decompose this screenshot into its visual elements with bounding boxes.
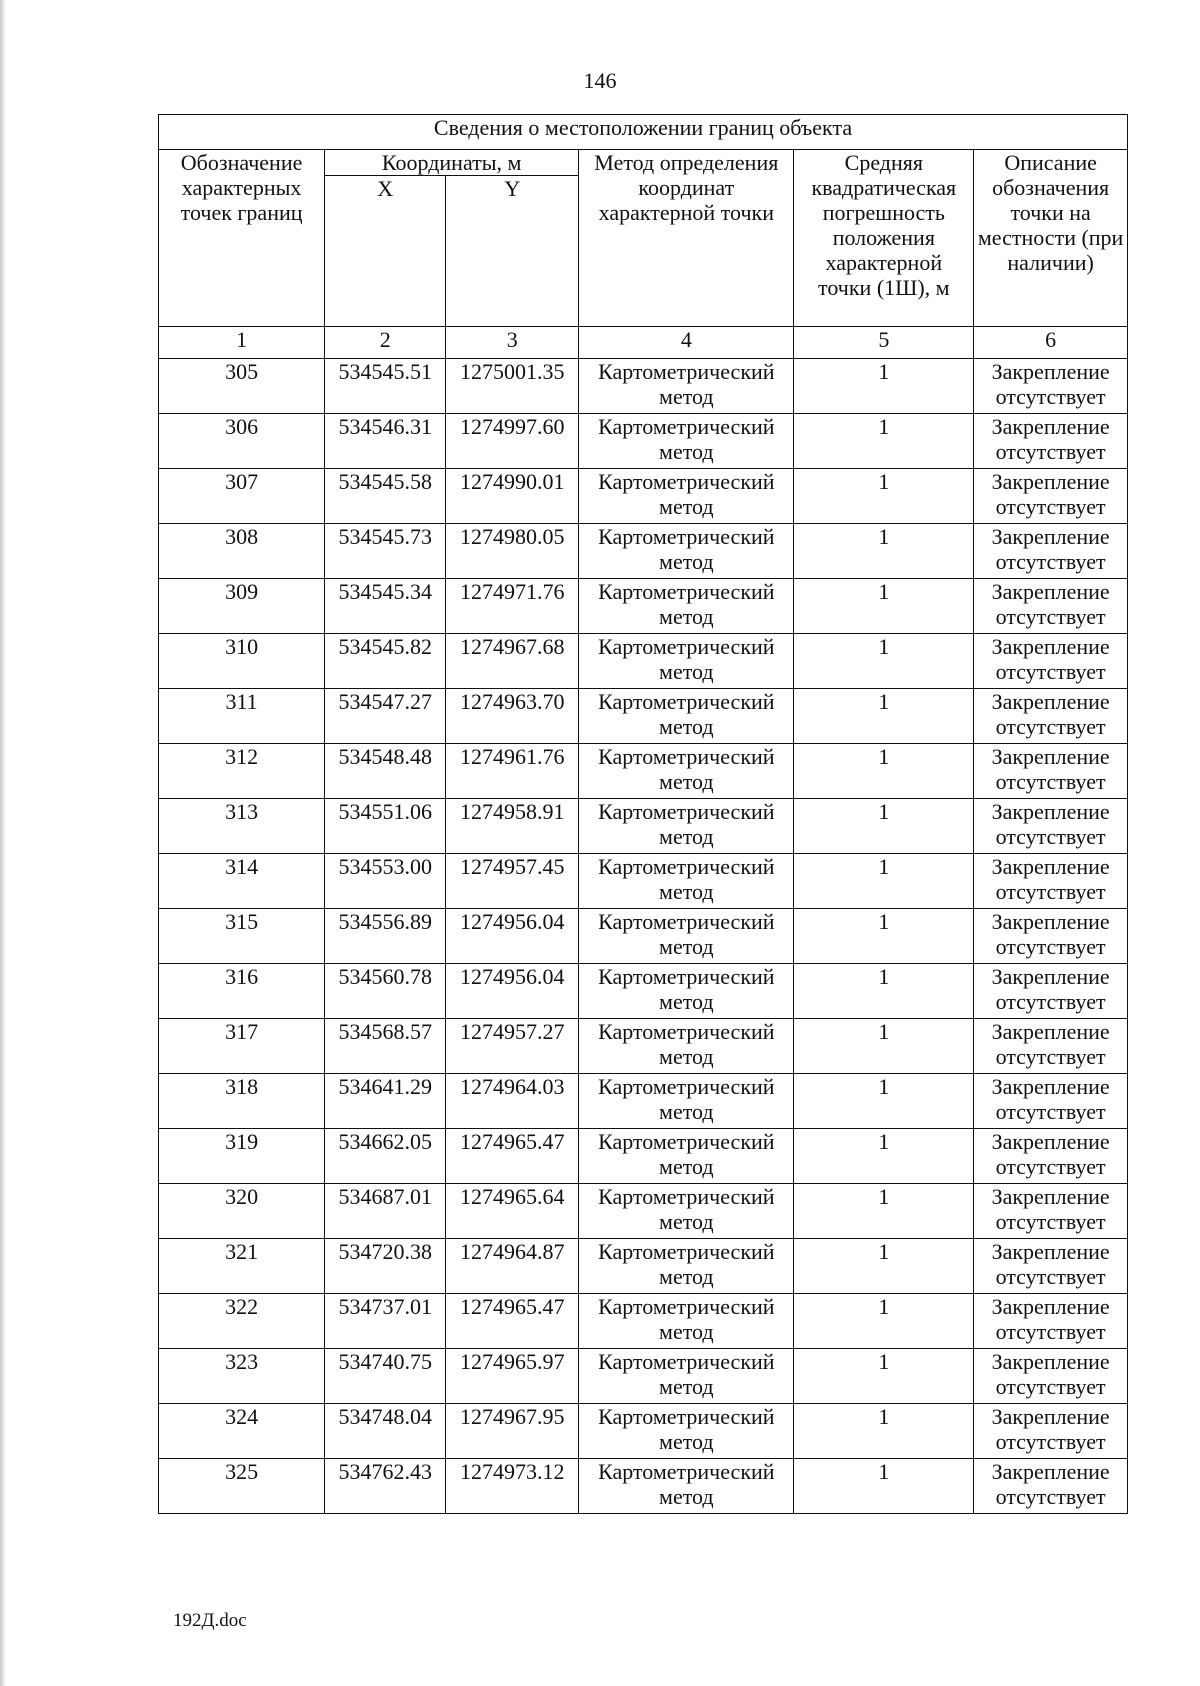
cell-x: 534568.57 <box>325 1019 446 1074</box>
cell-x: 534737.01 <box>325 1294 446 1349</box>
cell-point: 322 <box>159 1294 325 1349</box>
cell-method: Картометрический метод <box>579 414 794 469</box>
cell-error: 1 <box>794 634 974 689</box>
cell-x: 534720.38 <box>325 1239 446 1294</box>
cell-description: Закрепление отсутствует <box>974 689 1128 744</box>
header-y: Y <box>446 176 579 327</box>
cell-point: 307 <box>159 469 325 524</box>
cell-method: Картометрический метод <box>579 1019 794 1074</box>
cell-x: 534545.82 <box>325 634 446 689</box>
cell-y: 1274964.03 <box>446 1074 579 1129</box>
cell-method: Картометрический метод <box>579 1129 794 1184</box>
cell-point: 319 <box>159 1129 325 1184</box>
cell-method: Картометрический метод <box>579 1239 794 1294</box>
cell-method: Картометрический метод <box>579 469 794 524</box>
cell-x: 534687.01 <box>325 1184 446 1239</box>
table-row <box>159 744 1128 799</box>
cell-description: Закрепление отсутствует <box>974 744 1128 799</box>
cell-method: Картометрический метод <box>579 1294 794 1349</box>
cell-y: 1274961.76 <box>446 744 579 799</box>
cell-method: Картометрический метод <box>579 854 794 909</box>
cell-method: Картометрический метод <box>579 634 794 689</box>
cell-point: 306 <box>159 414 325 469</box>
cell-error: 1 <box>794 1459 974 1514</box>
cell-y: 1274956.04 <box>446 964 579 1019</box>
cell-description: Закрепление отсутствует <box>974 1239 1128 1294</box>
cell-y: 1274990.01 <box>446 469 579 524</box>
cell-point: 310 <box>159 634 325 689</box>
cell-x: 534762.43 <box>325 1459 446 1514</box>
column-number: 5 <box>794 327 974 359</box>
cell-description: Закрепление отсутствует <box>974 634 1128 689</box>
table-row <box>159 909 1128 964</box>
table-row <box>159 854 1128 909</box>
cell-point: 314 <box>159 854 325 909</box>
table-row <box>159 964 1128 1019</box>
cell-y: 1274957.27 <box>446 1019 579 1074</box>
column-number: 3 <box>446 327 579 359</box>
cell-description: Закрепление отсутствует <box>974 524 1128 579</box>
table-row <box>159 1074 1128 1129</box>
cell-method: Картометрический метод <box>579 689 794 744</box>
cell-x: 534547.27 <box>325 689 446 744</box>
cell-y: 1274973.12 <box>446 1459 579 1514</box>
cell-y: 1274965.47 <box>446 1129 579 1184</box>
cell-method: Картометрический метод <box>579 1074 794 1129</box>
cell-error: 1 <box>794 579 974 634</box>
table-row <box>159 414 1128 469</box>
cell-error: 1 <box>794 1129 974 1184</box>
cell-description: Закрепление отсутствует <box>974 1129 1128 1184</box>
cell-description: Закрепление отсутствует <box>974 964 1128 1019</box>
cell-method: Картометрический метод <box>579 964 794 1019</box>
cell-point: 325 <box>159 1459 325 1514</box>
boundary-table <box>158 114 1128 1514</box>
cell-error: 1 <box>794 1019 974 1074</box>
cell-point: 309 <box>159 579 325 634</box>
table-row <box>159 579 1128 634</box>
cell-method: Картометрический метод <box>579 744 794 799</box>
cell-x: 534560.78 <box>325 964 446 1019</box>
cell-error: 1 <box>794 414 974 469</box>
cell-error: 1 <box>794 469 974 524</box>
cell-description: Закрепление отсутствует <box>974 854 1128 909</box>
table-row <box>159 689 1128 744</box>
table-row <box>159 469 1128 524</box>
cell-description: Закрепление отсутствует <box>974 1459 1128 1514</box>
cell-point: 324 <box>159 1404 325 1459</box>
cell-method: Картометрический метод <box>579 1349 794 1404</box>
cell-error: 1 <box>794 1239 974 1294</box>
table-row <box>159 1239 1128 1294</box>
cell-point: 313 <box>159 799 325 854</box>
cell-description: Закрепление отсутствует <box>974 579 1128 634</box>
cell-x: 534641.29 <box>325 1074 446 1129</box>
table-title: Сведения о местоположении границ объекта <box>159 115 1128 150</box>
cell-point: 311 <box>159 689 325 744</box>
cell-y: 1275001.35 <box>446 359 579 414</box>
cell-point: 318 <box>159 1074 325 1129</box>
cell-error: 1 <box>794 1074 974 1129</box>
cell-method: Картометрический метод <box>579 359 794 414</box>
table-body <box>159 359 1128 1514</box>
cell-error: 1 <box>794 1294 974 1349</box>
cell-x: 534545.58 <box>325 469 446 524</box>
cell-method: Картометрический метод <box>579 909 794 964</box>
cell-point: 323 <box>159 1349 325 1404</box>
cell-point: 315 <box>159 909 325 964</box>
cell-error: 1 <box>794 1184 974 1239</box>
cell-point: 305 <box>159 359 325 414</box>
cell-error: 1 <box>794 524 974 579</box>
cell-description: Закрепление отсутствует <box>974 414 1128 469</box>
cell-error: 1 <box>794 854 974 909</box>
scan-edge <box>0 0 6 1686</box>
cell-description: Закрепление отсутствует <box>974 1019 1128 1074</box>
cell-y: 1274958.91 <box>446 799 579 854</box>
cell-point: 317 <box>159 1019 325 1074</box>
footer-filename: 192Д.doc <box>173 1610 247 1631</box>
page-number: 146 <box>583 68 617 93</box>
cell-description: Закрепление отсутствует <box>974 359 1128 414</box>
cell-x: 534546.31 <box>325 414 446 469</box>
table-row <box>159 1019 1128 1074</box>
cell-y: 1274971.76 <box>446 579 579 634</box>
cell-description: Закрепление отсутствует <box>974 909 1128 964</box>
cell-y: 1274980.05 <box>446 524 579 579</box>
cell-description: Закрепление отсутствует <box>974 799 1128 854</box>
table-row <box>159 1404 1128 1459</box>
cell-x: 534545.73 <box>325 524 446 579</box>
cell-point: 312 <box>159 744 325 799</box>
cell-error: 1 <box>794 359 974 414</box>
table-row <box>159 359 1128 414</box>
table-row <box>159 1184 1128 1239</box>
cell-x: 534740.75 <box>325 1349 446 1404</box>
header-coordinates: Координаты, м <box>325 150 579 176</box>
cell-y: 1274965.97 <box>446 1349 579 1404</box>
cell-y: 1274967.95 <box>446 1404 579 1459</box>
cell-x: 534748.04 <box>325 1404 446 1459</box>
cell-error: 1 <box>794 689 974 744</box>
cell-description: Закрепление отсутствует <box>974 469 1128 524</box>
column-number: 1 <box>159 327 325 359</box>
cell-y: 1274964.87 <box>446 1239 579 1294</box>
cell-method: Картометрический метод <box>579 1184 794 1239</box>
cell-method: Картометрический метод <box>579 1404 794 1459</box>
table-row <box>159 524 1128 579</box>
header-method: Метод определения координат характерной точки <box>579 150 794 327</box>
cell-error: 1 <box>794 1349 974 1404</box>
cell-y: 1274956.04 <box>446 909 579 964</box>
cell-description: Закрепление отсутствует <box>974 1349 1128 1404</box>
cell-x: 534548.48 <box>325 744 446 799</box>
cell-x: 534545.34 <box>325 579 446 634</box>
table-row <box>159 1294 1128 1349</box>
table-row <box>159 799 1128 854</box>
cell-y: 1274965.47 <box>446 1294 579 1349</box>
cell-point: 316 <box>159 964 325 1019</box>
column-number-row <box>159 327 1128 359</box>
cell-error: 1 <box>794 964 974 1019</box>
cell-y: 1274967.68 <box>446 634 579 689</box>
cell-y: 1274965.64 <box>446 1184 579 1239</box>
table-row <box>159 634 1128 689</box>
cell-x: 534551.06 <box>325 799 446 854</box>
cell-error: 1 <box>794 1404 974 1459</box>
column-number: 4 <box>579 327 794 359</box>
cell-y: 1274997.60 <box>446 414 579 469</box>
header-description: Описание обозначения точки на местности (при наличии) <box>974 150 1128 327</box>
cell-error: 1 <box>794 909 974 964</box>
header-x: X <box>325 176 446 327</box>
cell-x: 534556.89 <box>325 909 446 964</box>
column-number: 2 <box>325 327 446 359</box>
cell-description: Закрепление отсутствует <box>974 1404 1128 1459</box>
cell-description: Закрепление отсутствует <box>974 1294 1128 1349</box>
table-row <box>159 1349 1128 1404</box>
cell-description: Закрепление отсутствует <box>974 1074 1128 1129</box>
cell-x: 534553.00 <box>325 854 446 909</box>
cell-x: 534662.05 <box>325 1129 446 1184</box>
cell-y: 1274963.70 <box>446 689 579 744</box>
cell-y: 1274957.45 <box>446 854 579 909</box>
table-row <box>159 1459 1128 1514</box>
cell-x: 534545.51 <box>325 359 446 414</box>
header-error: Средняя квадратическая погрешность положения характерной точки (1Ш), м <box>794 150 974 327</box>
cell-description: Закрепление отсутствует <box>974 1184 1128 1239</box>
cell-method: Картометрический метод <box>579 579 794 634</box>
cell-method: Картометрический метод <box>579 524 794 579</box>
cell-error: 1 <box>794 799 974 854</box>
cell-method: Картометрический метод <box>579 799 794 854</box>
cell-method: Картометрический метод <box>579 1459 794 1514</box>
cell-point: 320 <box>159 1184 325 1239</box>
header-designation: Обозначение характерных точек границ <box>159 150 325 327</box>
column-number: 6 <box>974 327 1128 359</box>
cell-point: 308 <box>159 524 325 579</box>
table-row <box>159 1129 1128 1184</box>
cell-error: 1 <box>794 744 974 799</box>
cell-point: 321 <box>159 1239 325 1294</box>
